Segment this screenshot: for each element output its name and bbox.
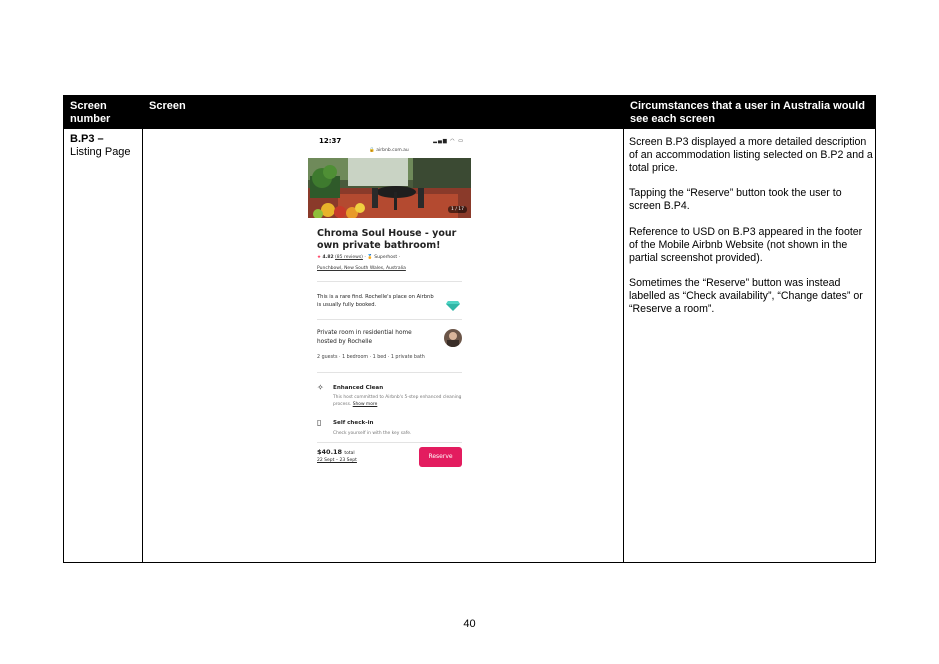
diamond-icon	[446, 296, 460, 315]
superhost-label: Superhost	[374, 255, 398, 260]
listing-photo[interactable]	[308, 158, 471, 218]
superhost-icon: 🏅	[367, 255, 373, 260]
listing-location-link[interactable]: Punchbowl, New South Wales, Australia	[317, 266, 406, 271]
url-text: airbnb.com.au	[376, 148, 409, 153]
screen-name: Listing Page	[70, 146, 131, 158]
reserve-button[interactable]: Reserve	[419, 447, 462, 467]
circumstance-paragraph: Reference to USD on B.P3 appeared in the footer of the Mobile Airbnb Website (not shown in the partial screenshot provided).	[629, 225, 863, 264]
url-bar[interactable]	[306, 148, 472, 153]
divider	[317, 372, 462, 373]
status-icons	[433, 138, 464, 144]
listing-rating-row: ★ 4.82 (85 reviews) · 🏅 Superhost ·	[317, 255, 400, 260]
photo-counter: 1 / 17	[448, 206, 467, 213]
stay-dates-link[interactable]: 22 Sept – 23 Sept	[317, 458, 357, 463]
door-icon: ▯	[317, 418, 322, 427]
listing-page-screenshot	[306, 133, 472, 470]
enhanced-clean-description	[333, 394, 463, 408]
signal-icon: ▂▄▆	[433, 138, 448, 144]
rating-value: 4.82	[322, 255, 334, 260]
show-more-link[interactable]: Show more	[352, 402, 378, 407]
enhanced-clean-text: This host committed to Airbnb's 5-step enhanced cleaning process.	[333, 395, 462, 407]
room-photo-image	[308, 158, 471, 218]
divider	[317, 319, 462, 320]
total-price	[317, 448, 355, 456]
price-value: $40.18	[317, 448, 343, 456]
self-check-in-description: Check yourself in with the key safe.	[333, 431, 412, 436]
screen-number: B.P3 –	[70, 133, 104, 145]
lock-icon: 🔒	[369, 148, 375, 153]
column-divider	[142, 129, 143, 562]
host-avatar[interactable]	[444, 329, 462, 347]
listing-title: Chroma Soul House - your own private bathroom!	[317, 228, 457, 251]
self-check-in-title: Self check-in	[333, 420, 374, 426]
circumstance-paragraph: Screen B.P3 displayed a more detailed description of an accommodation listing selected on B.P2 and a total price.	[629, 136, 873, 174]
wifi-icon: ◠	[450, 138, 456, 144]
star-icon: ★	[317, 255, 322, 260]
battery-icon: ▭	[458, 138, 464, 144]
room-type-host: Private room in residential home hosted by Rochelle	[317, 330, 412, 345]
price-suffix: total	[344, 451, 355, 456]
column-divider	[623, 129, 624, 562]
page-number: 40	[463, 618, 476, 630]
divider	[317, 442, 462, 443]
header-screen-number: Screen number	[70, 100, 111, 125]
circumstance-paragraph: Sometimes the “Reserve” button was instead labelled as “Check availability”, “Change dates” or “Reserve a room”.	[629, 277, 863, 315]
status-time: 12:37	[319, 137, 342, 145]
sparkle-icon: ✧	[317, 383, 324, 392]
header-circumstances: Circumstances that a user in Australia would see each screen	[630, 100, 865, 125]
divider	[317, 281, 462, 282]
rare-find-notice: This is a rare find. Rochelle's place on Airbnb is usually fully booked.	[317, 294, 434, 308]
reviews-link[interactable]: (85 reviews)	[335, 255, 363, 260]
status-bar	[306, 133, 472, 157]
header-screen: Screen	[149, 100, 186, 112]
circumstances-cell	[629, 136, 873, 329]
screen-number-cell	[70, 133, 140, 159]
enhanced-clean-title: Enhanced Clean	[333, 385, 384, 391]
circumstance-paragraph: Tapping the “Reserve” button took the user to screen B.P4.	[629, 187, 842, 213]
table-header	[64, 96, 875, 129]
room-capacity: 2 guests · 1 bedroom · 1 bed · 1 private bath	[317, 355, 425, 360]
